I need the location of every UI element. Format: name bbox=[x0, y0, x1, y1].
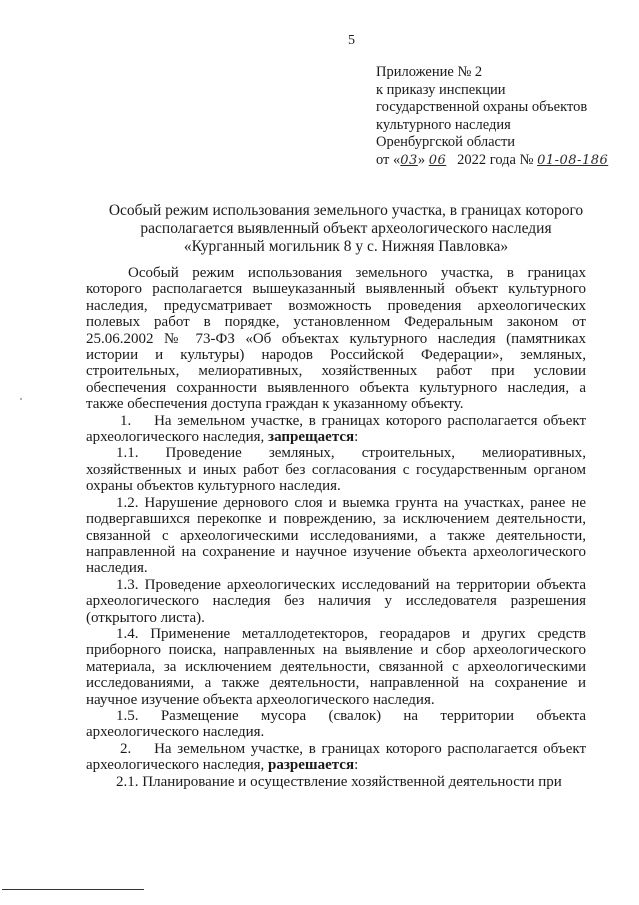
clause-text: Нарушение дернового слоя и выемка грунта на участках, ранее не подвергавшихся перекопке и повреждению, за исключением деятельности, связанной с археологическими исследованиями, а также деятельности, направленной на сохранение и научное изучение объекта археологического наследия. bbox=[86, 494, 587, 577]
document-title bbox=[96, 202, 596, 255]
handwritten-order-number: 01-08-186 bbox=[537, 152, 609, 168]
handwritten-day: 03 bbox=[400, 152, 418, 168]
date-year: 2022 года № bbox=[457, 151, 534, 168]
title-line-3: «Курганный могильник 8 у с. Нижняя Павловка» bbox=[183, 237, 509, 255]
clause-1-5 bbox=[86, 708, 586, 741]
appendix-line-1: Приложение № 2 bbox=[376, 64, 483, 80]
clause-1-2 bbox=[86, 495, 586, 577]
clause-number: 2.1. bbox=[116, 773, 139, 790]
section-1-heading bbox=[86, 413, 586, 446]
date-separator: » bbox=[417, 151, 426, 168]
section-2-heading bbox=[86, 741, 586, 774]
clause-text: Проведение земляных, строительных, мелиоративных, хозяйственных и иных работ без согласования с государственным органом охраны объектов культурного наследия. bbox=[86, 445, 586, 495]
clause-text: Планирование и осуществление хозяйственной деятельности при bbox=[142, 773, 562, 790]
title-line-2: располагается выявленный объект археологического наследия bbox=[140, 219, 552, 237]
section-1-colon: : bbox=[354, 429, 359, 446]
document-body bbox=[86, 265, 586, 790]
scan-speck bbox=[20, 398, 22, 400]
footnote-separator-line bbox=[2, 889, 144, 890]
appendix-date-line bbox=[376, 152, 608, 170]
clause-number: 1.2. bbox=[116, 494, 139, 511]
clause-text: Размещение мусора (свалок) на территории объекта археологического наследия. bbox=[86, 707, 587, 741]
section-2-text: На земельном участке, в границах которого располагается объект археологического наследия, bbox=[86, 740, 586, 774]
date-prefix: от « bbox=[376, 151, 401, 168]
clause-text: Проведение археологических исследований на территории объекта археологического наследия без наличия у исследователя разрешения (открытого листа). bbox=[86, 576, 586, 626]
clause-1-1 bbox=[86, 445, 586, 494]
clause-number: 1.3. bbox=[116, 576, 139, 593]
section-2-colon: : bbox=[354, 757, 359, 774]
clause-2-1 bbox=[86, 774, 586, 790]
clause-number: 1.1. bbox=[116, 445, 139, 462]
clause-number: 1.5. bbox=[116, 707, 139, 724]
clause-number: 1.4. bbox=[116, 625, 139, 642]
page-number: 5 bbox=[348, 33, 355, 48]
section-2-keyword: разрешается bbox=[268, 757, 355, 774]
intro-paragraph: Особый режим использования земельного участка, в границах которого располагается вышеуказанный выявленный объект культурного наследия, предусматривает возможность проведения археологических полевых работ в порядке, установленном Федеральным законом от 25.06.2002 № 73-ФЗ «Об объектах культурного наследия (памятниках истории и культуры) народов Российской Федерации», земляных, строительных, мелиоративных, хозяйственных работ при условии обеспечения сохранности выявленного объекта культурного наследия, а также обеспечения доступа граждан к указанному объекту. bbox=[86, 265, 586, 413]
section-1-keyword: запрещается bbox=[268, 429, 355, 446]
section-1-text: На земельном участке, в границах которого располагается объект археологического наследия, bbox=[86, 412, 586, 446]
section-1-number: 1. bbox=[120, 412, 132, 429]
appendix-line-3: государственной охраны объектов bbox=[376, 99, 588, 116]
appendix-line-5: Оренбургской области bbox=[376, 134, 516, 151]
title-line-1: Особый режим использования земельного участка, в границах которого bbox=[108, 202, 584, 219]
handwritten-month: 06 bbox=[428, 152, 447, 168]
appendix-line-4: культурного наследия bbox=[376, 116, 511, 133]
clause-text: Применение металлодетекторов, георадаров и других средств приборного поиска, направленных на выявление и сбор археологического материала, за исключением деятельности, связанной с археологическими исследованиями, а также деятельности, направленной на сохранение и научное изучение объекта археологического наследия. bbox=[86, 625, 587, 708]
appendix-line-2: к приказу инспекции bbox=[376, 81, 506, 98]
clause-1-3 bbox=[86, 577, 586, 626]
appendix-header bbox=[376, 64, 608, 170]
section-2-number: 2. bbox=[120, 740, 132, 757]
clause-1-4 bbox=[86, 626, 586, 708]
